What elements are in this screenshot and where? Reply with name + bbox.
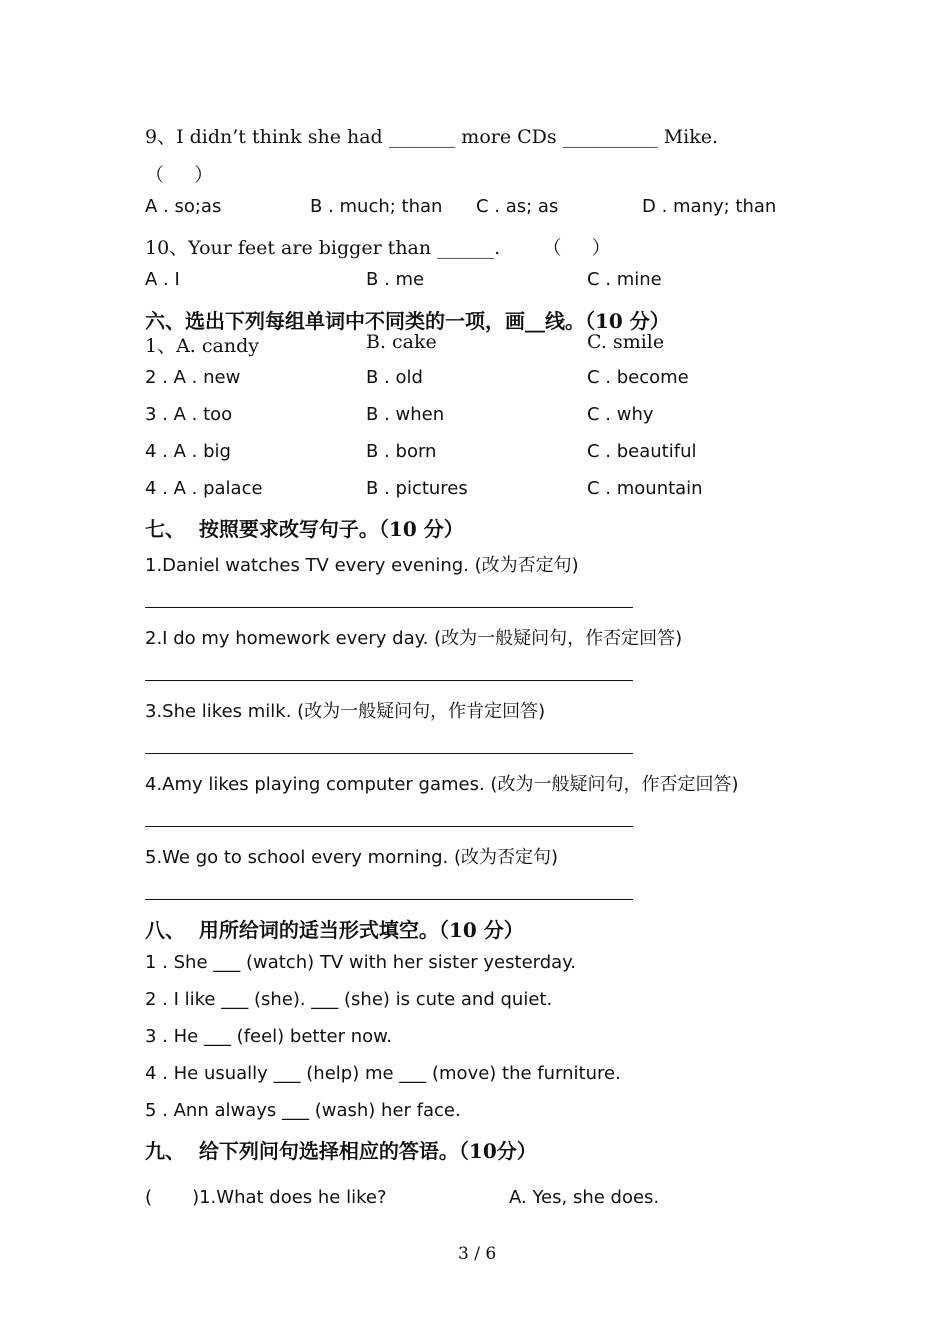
q9-stem: 9、I didn’t think she had _______ more CDs __________ Mike. [145,126,719,148]
section6-row4-a: 4 . A . big [145,441,231,462]
q9-answer-paren: （ ） [145,164,214,186]
q10-stem: 10、Your feet are bigger than ______. （ ） [145,237,611,259]
answer-line-2[interactable] [145,680,633,681]
section7-item4: 4.Amy likes playing computer games. (改为一般疑问句，作否定回答) [145,774,739,795]
section6-row1-a: 1、A. candy [145,335,259,357]
section6-row5-a: 4 . A . palace [145,478,263,499]
section6-row3-c: C . why [587,404,654,425]
answer-line-1[interactable] [145,607,633,608]
section7-item2: 2.I do my homework every day. (改为一般疑问句，作否定回答) [145,628,683,649]
section8-item2: 2 . I like ___ (she). ___ (she) is cute and quiet. [145,989,553,1010]
section6-row1-b: B. cake [366,331,437,353]
section8-item5: 5 . Ann always ___ (wash) her face. [145,1100,461,1121]
section6-row2-a: 2 . A . new [145,367,241,388]
section6-row2-c: C . become [587,367,689,388]
section9-answer-a: A. Yes, she does. [509,1187,660,1208]
section6-row4-c: C . beautiful [587,441,697,462]
answer-line-5[interactable] [145,899,633,900]
q10-option-b: B . me [366,269,425,290]
section6-row3-b: B . when [366,404,445,425]
q9-option-a: A . so;as [145,196,222,217]
answer-line-4[interactable] [145,826,633,827]
q9-option-d: D . many; than [642,196,777,217]
section6-row3-a: 3 . A . too [145,404,233,425]
section6-row2-b: B . old [366,367,423,388]
section7-item5: 5.We go to school every morning. (改为否定句) [145,847,559,868]
section6-row5-c: C . mountain [587,478,703,499]
section7-item1: 1.Daniel watches TV every evening. (改为否定句) [145,555,579,576]
page-number: 3 / 6 [458,1244,497,1264]
q10-option-a: A . I [145,269,180,290]
q10-option-c: C . mine [587,269,662,290]
section8-heading: 八、 用所给词的适当形式填空。（10 分） [145,918,524,942]
section7-item3: 3.She likes milk. (改为一般疑问句，作肯定回答) [145,701,546,722]
section6-row5-b: B . pictures [366,478,468,499]
section6-row4-b: B . born [366,441,437,462]
q9-option-c: C . as; as [476,196,559,217]
section6-row1-c: C. smile [587,331,665,353]
answer-line-3[interactable] [145,753,633,754]
section6-heading: 六、选出下列每组单词中不同类的一项，画__线。（10 分） [145,309,670,333]
section9-question1: ( )1.What does he like? [145,1187,387,1208]
section8-item4: 4 . He usually ___ (help) me ___ (move) the furniture. [145,1063,621,1084]
section9-heading: 九、 给下列问句选择相应的答语。（10分） [145,1139,537,1163]
section8-item3: 3 . He ___ (feel) better now. [145,1026,392,1047]
q9-option-b: B . much; than [310,196,443,217]
section7-heading: 七、 按照要求改写句子。（10 分） [145,517,464,541]
section8-item1: 1 . She ___ (watch) TV with her sister yesterday. [145,952,576,973]
